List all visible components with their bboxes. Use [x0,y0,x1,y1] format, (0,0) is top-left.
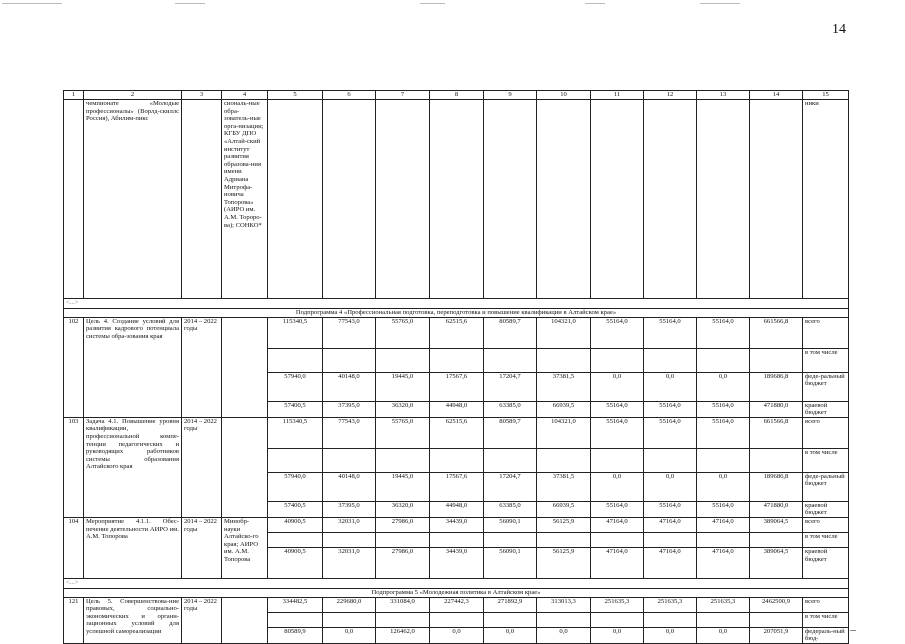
value-cell: 0,0 [323,627,376,643]
value-cell [430,448,484,472]
value-cell: 55164,0 [591,317,644,348]
omission-marker-cell [64,299,849,309]
row-102 [64,317,849,417]
value-cell [591,448,644,472]
value-cell [591,100,644,299]
value-cell: 27986,0 [376,517,430,532]
value-cell: 17204,7 [484,372,537,401]
value-cell [430,532,484,547]
value-cell [537,348,591,372]
value-cell [697,348,750,372]
value-cell: 47164,0 [697,517,750,532]
value-cell: 55765,0 [376,317,430,348]
value-cell [697,612,750,627]
value-cell: 251635,3 [591,597,644,612]
column-header: 7 [376,91,430,100]
value-cell: 57940,0 [268,372,323,401]
value-cell: 55164,0 [644,501,697,517]
value-cell: 56125,9 [537,517,591,532]
source-cell: всего [803,517,849,532]
value-cell: 77543,0 [323,417,376,448]
value-cell [644,612,697,627]
value-cell: 55164,0 [697,501,750,517]
value-cell: 47164,0 [644,517,697,532]
value-cell: 331084,0 [376,597,430,612]
value-cell: 189686,8 [750,472,803,501]
value-cell [697,448,750,472]
value-cell: 47164,0 [591,547,644,578]
source-cell: всего [803,597,849,612]
value-cell: 66939,5 [537,401,591,417]
value-cell [323,448,376,472]
value-cell [644,532,697,547]
value-cell: 389064,5 [750,517,803,532]
value-cell: 55164,0 [644,401,697,417]
value-cell: 55164,0 [697,417,750,448]
table-row [64,517,849,532]
value-cell: 0,0 [697,372,750,401]
value-cell [484,448,537,472]
value-cell: 63385,0 [484,401,537,417]
name-cell: Цель 5. Совершенствова-ние правовых, социально-экономических и органи-зационных условий для успешной самореализации [84,597,182,643]
column-header: 12 [644,91,697,100]
value-cell: 37395,0 [323,401,376,417]
table-row [64,100,849,299]
value-cell: 32031,0 [323,517,376,532]
value-cell: 0,0 [644,627,697,643]
value-cell: 19445,0 [376,372,430,401]
source-cell: в том числе [803,448,849,472]
source-cell: всего [803,317,849,348]
value-cell [430,612,484,627]
value-cell [323,348,376,372]
value-cell [537,612,591,627]
value-cell [750,612,803,627]
period-cell: 2014 – 2022 годы [182,417,222,517]
column-header: 8 [430,91,484,100]
value-cell: 0,0 [537,627,591,643]
column-header: 11 [591,91,644,100]
column-header: 5 [268,91,323,100]
value-cell: 55164,0 [697,401,750,417]
value-cell [591,612,644,627]
value-cell [268,348,323,372]
value-cell: 115340,5 [268,317,323,348]
column-header: 4 [222,91,268,100]
value-cell [750,532,803,547]
value-cell: 55164,0 [644,317,697,348]
subprogram-4-title: Подпрограмма 4 «Профессиональная подготовка, переподготовка и повышение квалификации в Алтайском крае» [64,309,849,318]
value-cell [697,532,750,547]
executor-cell: Минобр-науки Алтайско-го края; АИРО им. А.М. Топорова [222,517,268,578]
value-cell [750,348,803,372]
value-cell [268,100,323,299]
value-cell: 207051,9 [750,627,803,643]
value-cell: 471880,0 [750,501,803,517]
value-cell: 661566,8 [750,417,803,448]
value-cell [376,448,430,472]
value-cell: 62515,6 [430,417,484,448]
value-cell: 55164,0 [591,501,644,517]
value-cell: 36320,0 [376,401,430,417]
value-cell: 44948,0 [430,401,484,417]
column-header: 14 [750,91,803,100]
period-cell: 2014 – 2022 годы [182,597,222,643]
omission-marker: <...> [66,578,79,586]
column-header: 3 [182,91,222,100]
value-cell: 0,0 [697,472,750,501]
value-cell: 334482,5 [268,597,323,612]
value-cell: 115340,5 [268,417,323,448]
value-cell: 389064,5 [750,547,803,578]
value-cell: 0,0 [591,472,644,501]
row-103 [64,417,849,517]
value-cell: 0,0 [644,472,697,501]
value-cell: 313013,3 [537,597,591,612]
value-cell: 0,0 [484,627,537,643]
name-cell: Мероприятие 4.1.1. Обес-печение деятельности АИРО им. А.М. Топорова [84,517,182,578]
value-cell [430,348,484,372]
value-cell [376,532,430,547]
row-number-cell: 102 [64,317,84,417]
value-cell: 32031,0 [323,547,376,578]
value-cell: 56090,1 [484,517,537,532]
source-cell: краевой бюджет [803,401,849,417]
value-cell: 27986,0 [376,547,430,578]
value-cell [323,100,376,299]
value-cell [484,348,537,372]
value-cell: 661566,8 [750,317,803,348]
value-cell: 55164,0 [591,401,644,417]
value-cell: 47164,0 [697,547,750,578]
page-number: 14 [832,22,846,37]
omission-row [64,299,849,309]
value-cell: 80589,7 [484,417,537,448]
value-cell [697,100,750,299]
value-cell [430,100,484,299]
row-104 [64,517,849,578]
value-cell [268,532,323,547]
value-cell [484,612,537,627]
row-number-cell: 103 [64,417,84,517]
name-cell: Задача 4.1. Повышение уровня квалификации, профессиональной компе-тенции педагогических и руководящих работников системы образования Алтайского края [84,417,182,517]
value-cell: 47164,0 [591,517,644,532]
financing-table [63,90,849,644]
value-cell: 57400,5 [268,501,323,517]
value-cell: 17204,7 [484,472,537,501]
value-cell: 80589,9 [268,627,323,643]
name-cell: Цель 4. Создание условий для развития кадрового потенциала системы обра-зования края [84,317,182,417]
value-cell: 44948,0 [430,501,484,517]
value-cell: 104321,0 [537,317,591,348]
value-cell [591,348,644,372]
value-cell [268,448,323,472]
value-cell: 251635,3 [644,597,697,612]
column-header: 2 [84,91,182,100]
subprogram-5-title: Подпрограмма 5 «Молодежная политика в Алтайском крае» [64,588,849,597]
value-cell [376,612,430,627]
value-cell: 0,0 [697,627,750,643]
value-cell: 34439,0 [430,517,484,532]
source-cell: всего [803,417,849,448]
period-cell: 2014 – 2022 годы [182,317,222,417]
source-cell: феде-ральный бюджет [803,372,849,401]
value-cell: 55164,0 [591,417,644,448]
source-cell: в том числе [803,612,849,627]
value-cell [644,448,697,472]
table-row [64,597,849,612]
value-cell: 40148,0 [323,472,376,501]
column-header: 6 [323,91,376,100]
value-cell: 57400,5 [268,401,323,417]
value-cell: 19445,0 [376,472,430,501]
value-cell: 36320,0 [376,501,430,517]
value-cell [484,100,537,299]
value-cell: 56125,9 [537,547,591,578]
table-row [64,317,849,348]
value-cell [537,100,591,299]
value-cell: 0,0 [430,627,484,643]
value-cell: 471880,0 [750,401,803,417]
value-cell: 57940,0 [268,472,323,501]
value-cell: 251635,3 [697,597,750,612]
value-cell: 17567,6 [430,472,484,501]
section-5-header [64,578,849,597]
value-cell: 55765,0 [376,417,430,448]
value-cell: 55164,0 [697,317,750,348]
value-cell: 17567,6 [430,372,484,401]
value-cell: 40148,0 [323,372,376,401]
executor-cell: сиональ-ные обра-зователь-ные орга-низации; КГБУ ДПО «Алтай-ский институт развития образова-ния имени Адриана Митрофа-новича Топорова» (АИРО им. А.М. Тороро-ва); СОНКО* [222,100,268,299]
value-cell [537,532,591,547]
source-cell: краевой бюджет [803,547,849,578]
row-121 [64,597,849,643]
scan-top-edge [0,0,905,8]
value-cell: 55164,0 [644,417,697,448]
value-cell [591,532,644,547]
value-cell [644,100,697,299]
value-cell: 189686,8 [750,372,803,401]
column-header: 13 [697,91,750,100]
value-cell: 47164,0 [644,547,697,578]
column-header: 10 [537,91,591,100]
value-cell: 40900,5 [268,517,323,532]
source-cell: федераль-ный бюд- [803,627,849,643]
value-cell: 40900,5 [268,547,323,578]
subprogram-row [64,588,849,597]
value-cell: 63385,0 [484,501,537,517]
value-cell: 77543,0 [323,317,376,348]
value-cell [644,348,697,372]
source-cell: в том числе [803,532,849,547]
value-cell [537,448,591,472]
value-cell: 62515,6 [430,317,484,348]
source-cell: краевой бюджет [803,501,849,517]
value-cell: 0,0 [591,372,644,401]
value-cell [750,448,803,472]
subprogram-row [64,309,849,318]
executor-cell [222,317,268,417]
row-number-cell: 121 [64,597,84,643]
period-cell [182,100,222,299]
value-cell: 37395,0 [323,501,376,517]
executor-cell [222,417,268,517]
value-cell [323,532,376,547]
value-cell: 37381,5 [537,372,591,401]
header-row [64,91,849,100]
source-cell: в том числе [803,348,849,372]
scan-mark [850,630,856,631]
row-number-cell: 104 [64,517,84,578]
value-cell: 37381,5 [537,472,591,501]
executor-cell [222,597,268,643]
source-cell: феде-ральный бюджет [803,472,849,501]
value-cell [376,100,430,299]
row-number-cell [64,100,84,299]
value-cell: 104321,0 [537,417,591,448]
value-cell: 34439,0 [430,547,484,578]
value-cell: 0,0 [591,627,644,643]
table-row [64,417,849,448]
value-cell [750,100,803,299]
name-cell: чемпионате «Молодые профессионалы» (Ворлд-скиллс Россия), Абилим-пикс [84,100,182,299]
value-cell [484,532,537,547]
omission-marker: <...> [66,299,79,306]
value-cell: 271892,9 [484,597,537,612]
value-cell: 2462500,9 [750,597,803,612]
column-header: 1 [64,91,84,100]
column-header: 15 [803,91,849,100]
value-cell: 56090,1 [484,547,537,578]
value-cell: 126462,0 [376,627,430,643]
value-cell [376,348,430,372]
column-header: 9 [484,91,537,100]
value-cell: 227442,3 [430,597,484,612]
value-cell [323,612,376,627]
period-cell: 2014 – 2022 годы [182,517,222,578]
value-cell: 66939,5 [537,501,591,517]
value-cell: 229680,0 [323,597,376,612]
value-cell: 0,0 [644,372,697,401]
omission-marker-cell [64,578,849,588]
value-cell: 80589,7 [484,317,537,348]
omission-row [64,578,849,588]
source-cell: ники [803,100,849,299]
value-cell [268,612,323,627]
